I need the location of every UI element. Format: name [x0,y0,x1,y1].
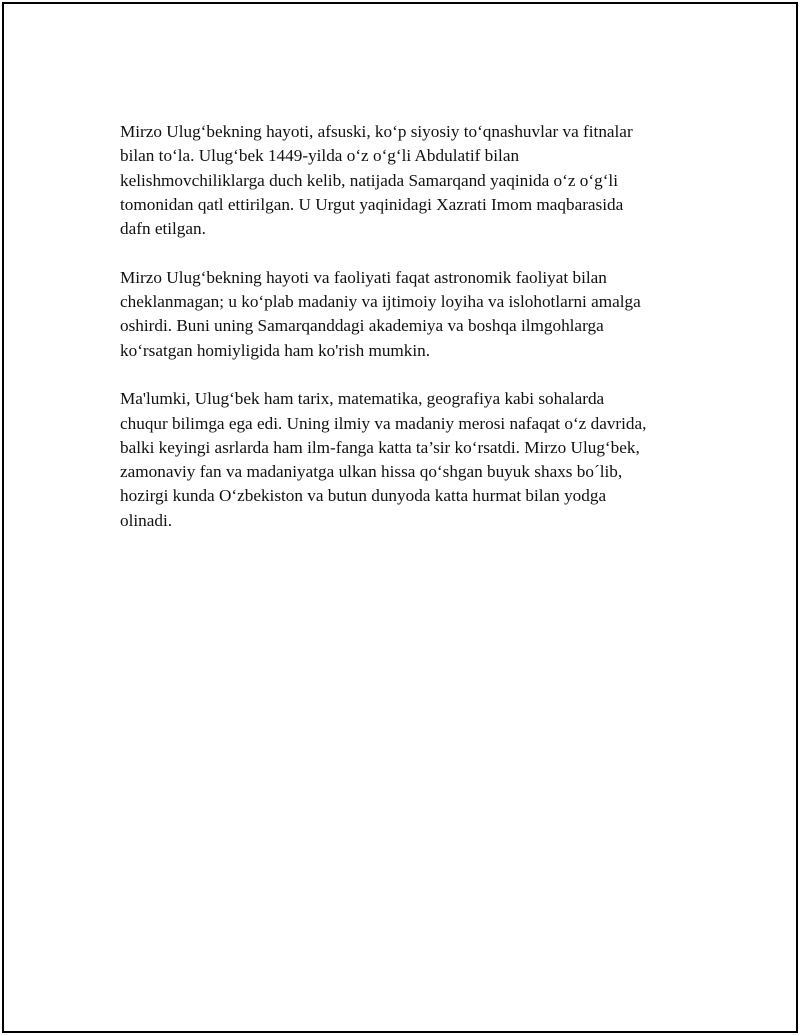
text-line: Mirzo Ulug‘bekning hayoti va faoliyati faqat astronomik faoliyat bilan [120,267,607,287]
text-line: dafn etilgan. [120,219,206,239]
text-line: tomonidan qatl ettirilgan. U Urgut yaqinidagi Xazrati Imom maqbarasida [120,194,624,214]
paragraph-2 [120,266,680,363]
text-line: zamonaviy fan va madaniyatga ulkan hissa qo‘shgan buyuk shaxs bo´lib, [120,462,623,482]
paragraph-1 [120,120,680,241]
text-line: hozirgi kunda O‘zbekiston va butun dunyoda katta hurmat bilan yodga [120,486,607,506]
text-line: olinadi. [120,510,173,530]
text-line: kelishmovchiliklarga duch kelib, natijada Samarqand yaqinida o‘z o‘g‘li [120,170,618,190]
document-page [2,2,798,1033]
text-line: Ma'lumki, Ulug‘bek ham tarix, matematika, geografiya kabi sohalarda [120,389,605,409]
text-line: chuqur bilimga ega edi. Uning ilmiy va madaniy merosi nafaqat o‘z davrida, [120,413,647,433]
paragraph-3 [120,387,680,533]
text-line: bilan to‘la. Ulug‘bek 1449-yilda o‘z o‘g‘li Abdulatif bilan [120,146,520,166]
text-line: oshirdi. Buni uning Samarqanddagi akademiya va boshqa ilmgohlarga [120,316,604,336]
text-line: Mirzo Ulug‘bekning hayoti, afsuski, ko‘p siyosiy to‘qnashuvlar va fitnalar [120,122,633,141]
text-line: balki keyingi asrlarda ham ilm-fanga katta ta’sir ko‘rsatdi. Mirzo Ulug‘bek, [120,437,640,457]
document-body [120,120,680,557]
text-line: ko‘rsatgan homiyligida ham ko'rish mumkin. [120,340,431,360]
text-line: cheklanmagan; u ko‘plab madaniy va ijtimoiy loyiha va islohotlarni amalga [120,292,641,312]
